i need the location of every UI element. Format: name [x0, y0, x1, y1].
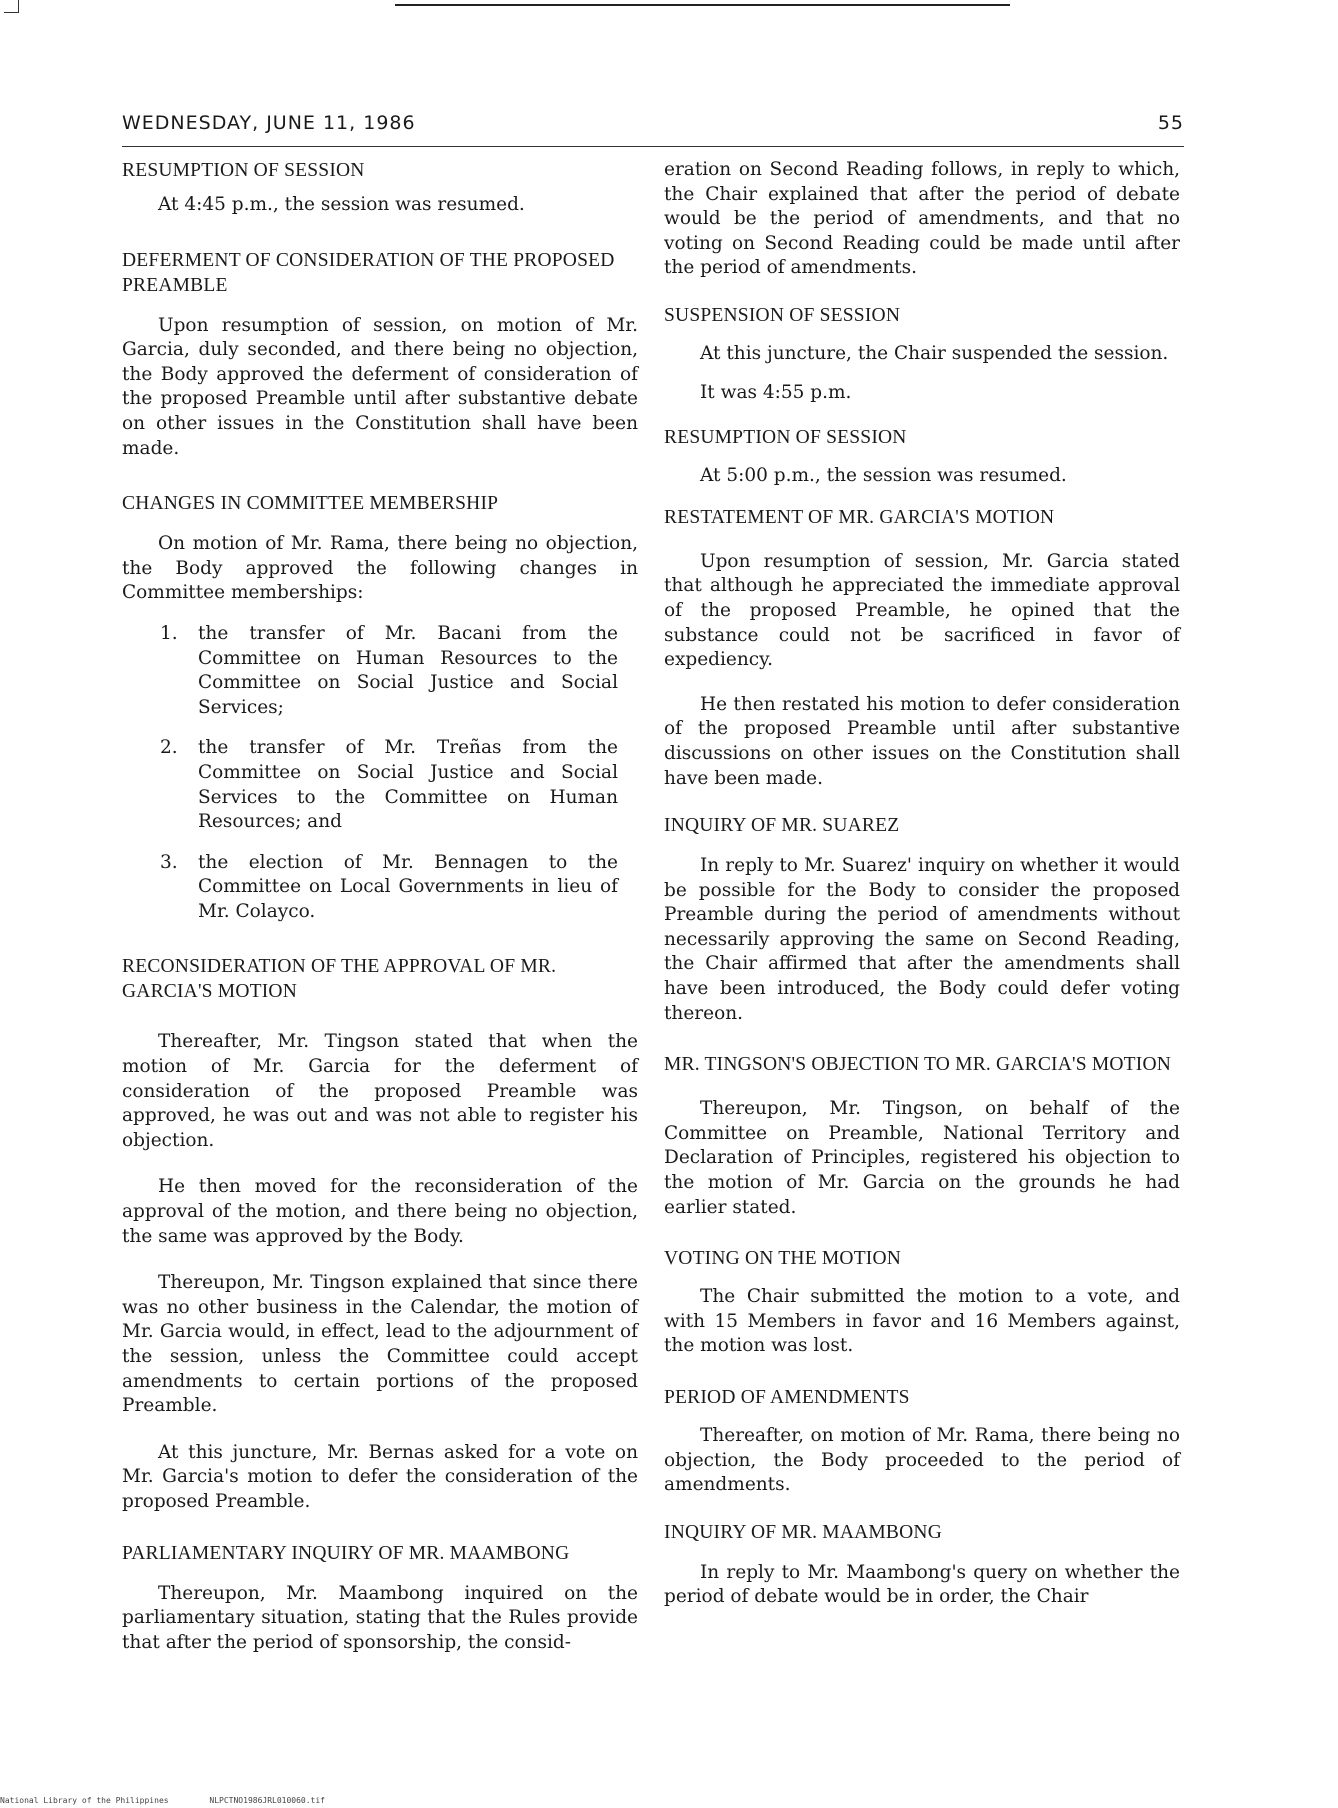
section-heading-voting: VOTING ON THE MOTION — [664, 1248, 902, 1270]
paragraph: The Chair submitted the motion to a vote, and with 15 Members in favor and 16 Members against, the motion was lost. — [664, 1286, 1180, 1357]
list-item-text: the transfer of Mr. Treñas from the Committee on Social Justice and Social Services to the Committee on Human Resources; and — [198, 737, 618, 833]
list-item — [122, 622, 638, 720]
membership-changes-list — [122, 622, 638, 925]
paragraph: He then restated his motion to defer consideration of the proposed Preamble until after substantive discussions on other issues on the Constitution shall have been made. — [664, 693, 1180, 789]
section-heading-period-of-amendments: PERIOD OF AMENDMENTS — [664, 1387, 910, 1408]
page-number: 55 — [1157, 112, 1184, 134]
paragraph: Upon resumption of session, Mr. Garcia stated that although he appreciated the immediate approval of the proposed Preamble, he opined that the substance could not be sacrificed in favor of expediency. — [664, 550, 1180, 671]
list-number: 3. — [160, 851, 178, 873]
paragraph: He then moved for the reconsideration of the approval of the motion, and there being no objection, the same was approved by the Body. — [122, 1176, 638, 1247]
scan-footer — [0, 1796, 325, 1805]
paragraph: At 4:45 p.m., the session was resumed. — [158, 194, 525, 215]
section-heading-restatement: RESTATEMENT OF MR. GARCIA'S MOTION — [664, 506, 1055, 528]
paragraph: On motion of Mr. Rama, there being no objection, the Body approved the following changes in Committee memberships: — [122, 533, 638, 604]
paragraph: Thereupon, Mr. Tingson, on behalf of the Committee on Preamble, National Territory and Declaration of Principles, registered his objection to the motion of Mr. Garcia on the grounds he had earlier stated. — [664, 1098, 1180, 1218]
header-date: WEDNESDAY, JUNE 11, 1986 — [122, 112, 416, 134]
section-heading-reconsideration: RECONSIDERATION OF THE APPROVAL OF MR. GARCIA'S MOTION — [122, 956, 557, 1003]
section-heading-resumption: RESUMPTION OF SESSION — [122, 160, 365, 181]
paragraph: At 5:00 p.m., the session was resumed. — [700, 465, 1067, 487]
running-header — [122, 112, 1184, 142]
list-number: 1. — [160, 622, 178, 644]
paragraph: At this juncture, the Chair suspended the session. — [700, 342, 1169, 364]
list-number: 2. — [160, 737, 178, 759]
footer-file: NLPCTNO1986JRL010060.tif — [209, 1796, 325, 1805]
header-rule — [122, 146, 1184, 147]
section-heading-deferment: DEFERMENT OF CONSIDERATION OF THE PROPOSED PREAMBLE — [122, 249, 615, 296]
paragraph-continued: eration on Second Reading follows, in reply to which, the Chair explained that after the period of debate would be the period of amendments, and that no voting on Second Reading could be made until after the period of amendments. — [664, 159, 1180, 279]
section-heading-tingson-objection: MR. TINGSON'S OBJECTION TO MR. GARCIA'S MOTION — [664, 1054, 1172, 1076]
section-heading-suspension: SUSPENSION OF SESSION — [664, 304, 901, 326]
section-heading-maambong-inquiry: INQUIRY OF MR. MAAMBONG — [664, 1521, 942, 1543]
footer-source: National Library of the Philippines — [0, 1796, 169, 1805]
section-heading-suarez-inquiry: INQUIRY OF MR. SUAREZ — [664, 815, 900, 837]
left-column — [122, 158, 638, 1655]
paragraph: It was 4:55 p.m. — [700, 381, 852, 403]
list-item-text: the election of Mr. Bennagen to the Committee on Local Governments in lieu of Mr. Colayco. — [198, 851, 618, 922]
right-column — [664, 158, 1180, 1610]
paragraph: Upon resumption of session, on motion of Mr. Garcia, duly seconded, and there being no objection, the Body approved the deferment of consideration of the proposed Preamble until after substantive debate on other issues in the Constitution shall have been made. — [122, 314, 638, 459]
paragraph: Thereafter, on motion of Mr. Rama, there being no objection, the Body proceeded to the period of amendments. — [664, 1425, 1180, 1496]
top-border-rule — [395, 4, 1010, 6]
paragraph: In reply to Mr. Suarez' inquiry on whether it would be possible for the Body to consider the proposed Preamble during the period of amendments without necessarily approving the same on Second Reading, the Chair affirmed that after the amendments shall have been introduced, the Body could defer voting thereon. — [664, 855, 1180, 1024]
corner-mark — [4, 0, 19, 13]
list-item — [122, 736, 638, 834]
list-item-text: the transfer of Mr. Bacani from the Committee on Human Resources to the Committee on Social Justice and Social Services; — [198, 622, 618, 718]
paragraph: At this juncture, Mr. Bernas asked for a vote on Mr. Garcia's motion to defer the consideration of the proposed Preamble. — [122, 1441, 638, 1512]
section-heading-committee-changes: CHANGES IN COMMITTEE MEMBERSHIP — [122, 493, 499, 515]
section-heading-parliamentary-inquiry: PARLIAMENTARY INQUIRY OF MR. MAAMBONG — [122, 1542, 570, 1564]
paragraph: Thereupon, Mr. Tingson explained that since there was no other business in the Calendar, the motion of Mr. Garcia would, in effect, lead to the adjournment of the session, unless the Committee could accept amendments to certain portions of the proposed Preamble. — [122, 1272, 638, 1417]
paragraph: Thereupon, Mr. Maambong inquired on the parliamentary situation, stating that the Rules provide that after the period of sponsorship, the consid- — [122, 1582, 638, 1653]
paragraph: In reply to Mr. Maambong's query on whether the period of debate would be in order, the Chair — [664, 1561, 1180, 1608]
list-item — [122, 851, 638, 925]
section-heading-resumption-2: RESUMPTION OF SESSION — [664, 427, 907, 449]
paragraph: Thereafter, Mr. Tingson stated that when the motion of Mr. Garcia for the deferment of consideration of the proposed Preamble was approved, he was out and was not able to register his objection. — [122, 1031, 638, 1151]
